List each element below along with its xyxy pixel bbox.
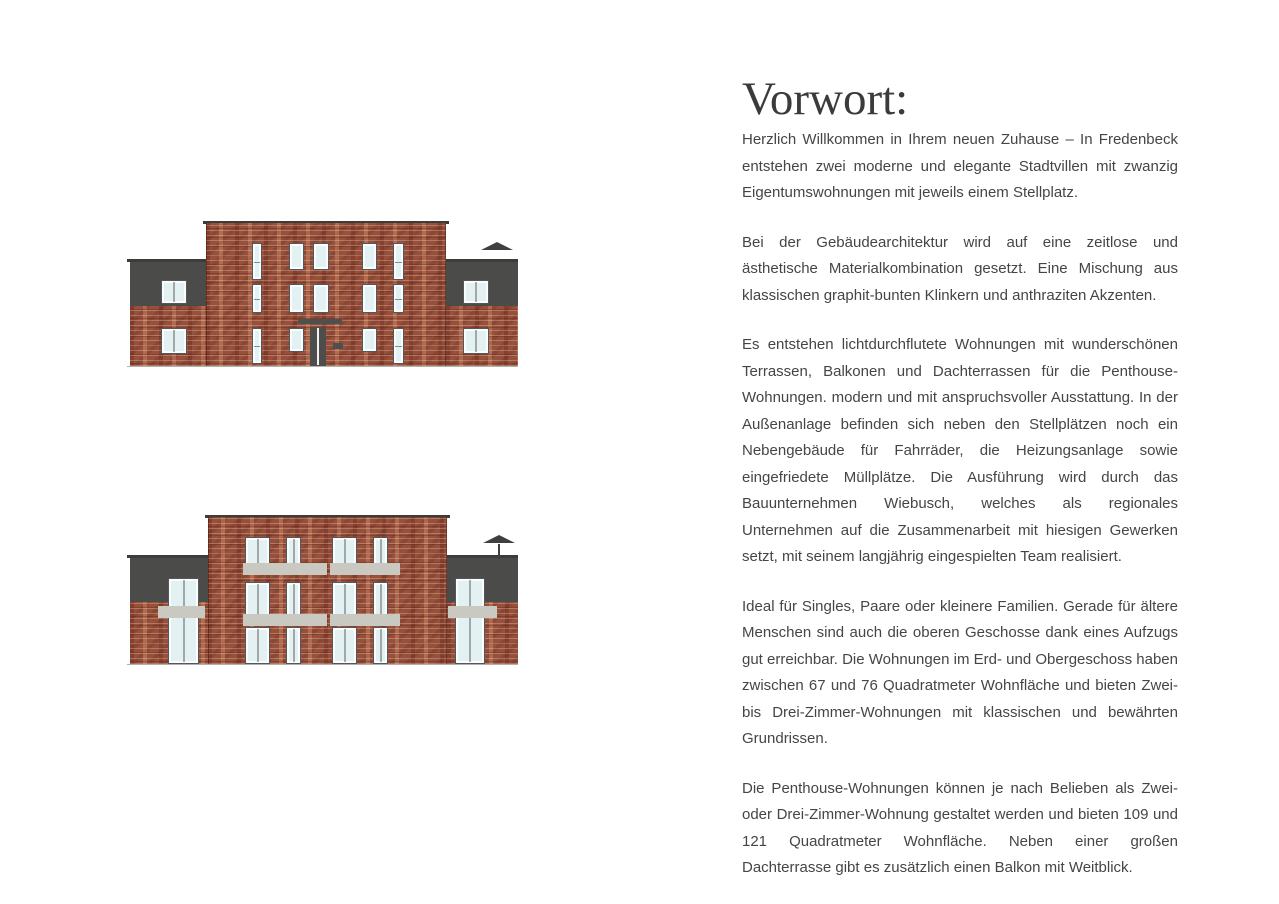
page-title: Vorwort:: [742, 73, 909, 125]
window: [463, 328, 489, 354]
balcony-railing: [448, 606, 497, 618]
window: [362, 328, 377, 352]
balcony-railing: [330, 614, 400, 626]
balcony-railing: [243, 614, 327, 626]
window: [161, 280, 187, 304]
stairwell-window: [393, 284, 404, 313]
parasol-icon: [481, 242, 513, 250]
street-elevation-drawing: [127, 223, 518, 368]
window: [289, 284, 304, 313]
intro-paragraph: Die Penthouse-Wohnungen können je nach Belieben als Zwei- oder Drei-Zimmer-Wohnung gestaltet werden und bieten 109 und 121 Quadratmeter Wohnfläche. Neben einer großen Dachterrasse gibt es zusätzlich einen Balkon mit Weitblick.: [742, 779, 1178, 876]
stairwell-window: [252, 328, 262, 364]
window: [289, 328, 304, 352]
window: [455, 578, 485, 664]
stairwell-window: [393, 328, 404, 364]
stairwell-window: [252, 284, 262, 313]
window: [313, 243, 329, 270]
window: [332, 627, 357, 664]
stairwell-window: [393, 243, 404, 280]
vorwort-section: [742, 73, 1178, 904]
window: [362, 284, 377, 313]
parasol-icon: [483, 535, 515, 543]
window: [313, 284, 329, 313]
intro-paragraph: Es entstehen lichtdurchflutete Wohnungen mit wunderschönen Terrassen, Balkonen und Dachterrassen für die Penthouse-Wohnungen. modern und mit anspruchsvoller Ausstattung. In der Außenanlage befinden sich neben den Stellplätzen noch ein Nebengebäude für Fahrräder, die Heizungsanlage sowie eingefriedete Müllplätze. Die Ausführung wird durch das Bauunternehmen Wiebusch, welches als regionales Unternehmen auf die Zusammenarbeit mit hiesigen Gewerken setzt, mit seinem langjährig eingespielten Team realisiert.: [742, 336, 1178, 565]
window: [168, 578, 199, 664]
window: [373, 627, 388, 664]
house-sign: [333, 343, 343, 349]
intro-paragraph: Ideal für Singles, Paare oder kleinere Familien. Gerade für ältere Menschen sind auch die oberen Geschosse dank eines Aufzugs gut erreichbar. Die Wohnungen im Erd- und Obergeschoss haben zwischen 67 und 76 Quadratmeter Wohnfläche und bieten Zwei-bis Drei-Zimmer-Wohnungen mit klassischen und bewährten Grundrissen.: [742, 597, 1178, 747]
window: [463, 280, 489, 304]
garden-elevation-drawing: [127, 517, 518, 667]
intro-paragraph: Bei der Gebäudearchitektur wird auf eine zeitlose und ästhetische Materialkombination gesetzt. Eine Mischung aus klassischen graphit-bunten Klinkern und anthraziten Akzenten.: [742, 233, 1178, 304]
intro-paragraph: Herzlich Willkommen in Ihrem neuen Zuhause – In Fredenbeck entstehen zwei moderne und elegante Stadtvillen mit zwanzig Eigentumswohnungen mit jeweils einem Stellplatz.: [742, 131, 1178, 201]
window: [289, 243, 304, 270]
window: [286, 627, 301, 664]
brick-facade: [208, 517, 447, 664]
parasol-pole: [498, 544, 500, 559]
stairwell-window: [252, 243, 262, 280]
balcony-railing: [330, 563, 400, 575]
entrance-door: [310, 327, 326, 366]
window: [362, 243, 377, 270]
ground-line: [127, 664, 518, 665]
ground-line: [127, 366, 518, 367]
balcony-railing: [243, 563, 327, 575]
balcony-railing: [158, 606, 205, 618]
window: [245, 627, 270, 664]
door-canopy: [298, 319, 342, 324]
window: [161, 328, 187, 354]
